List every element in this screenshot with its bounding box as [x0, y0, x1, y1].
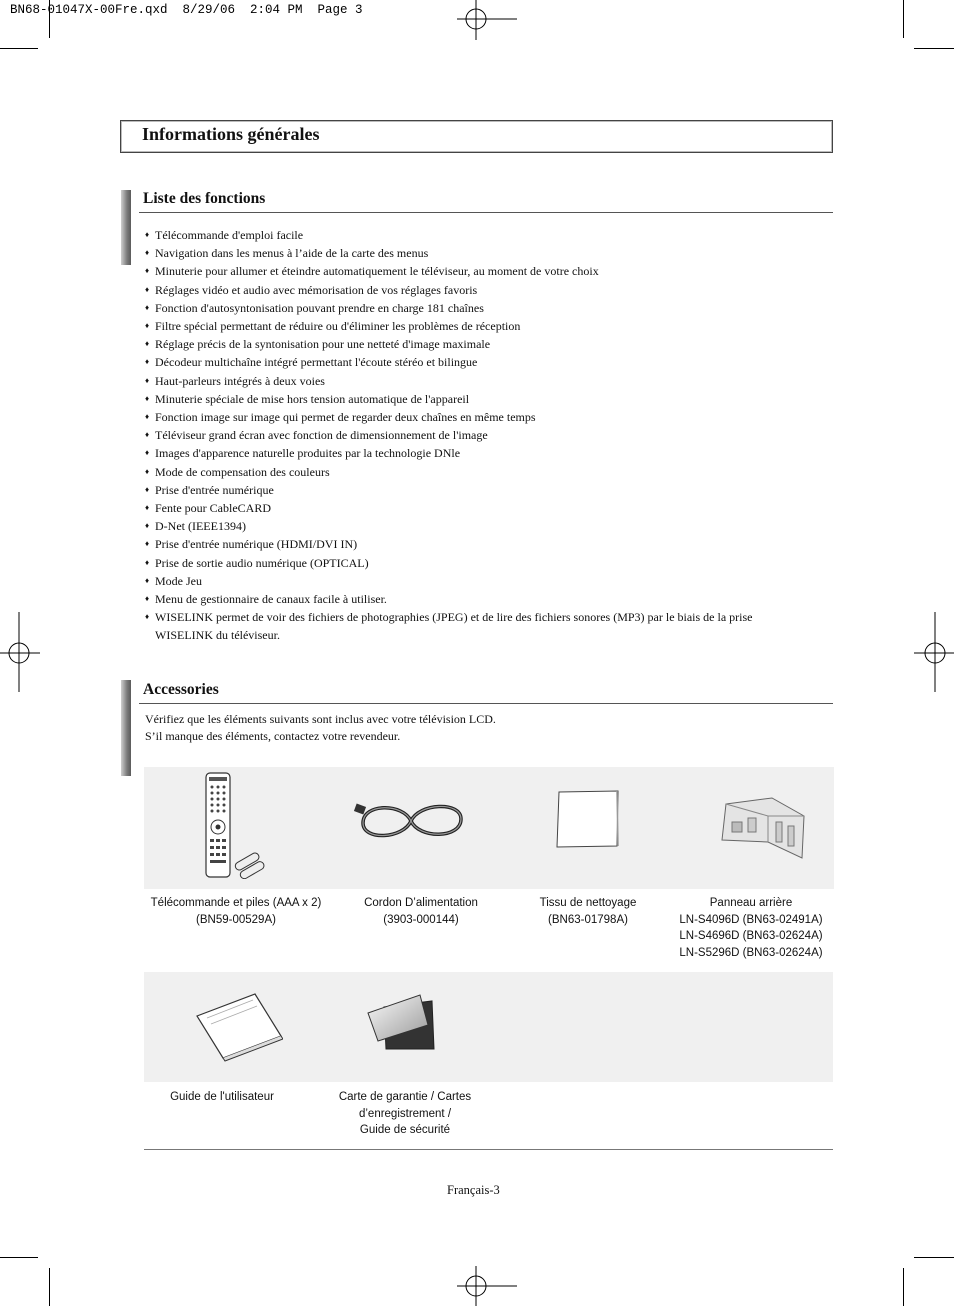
label-line: LN-S4696D (BN63-02624A) — [679, 930, 823, 942]
label-line: Guide de sécurité — [359, 1124, 451, 1136]
accessory-label — [140, 895, 332, 928]
section-bar — [121, 190, 131, 265]
label-line: Carte de garantie / Cartes — [338, 1091, 472, 1103]
list-item: ♦ Fonction d'autosyntonisation pouvant prendre en charge 181 chaînes — [145, 299, 785, 317]
label-line: (3903-000144) — [383, 913, 459, 926]
crop-mark — [903, 0, 904, 38]
label-line: Panneau arrière — [709, 897, 793, 909]
label-line: LN-S5296D (BN63-02624A) — [679, 946, 823, 959]
list-item: ♦ D-Net (IEEE1394) — [145, 517, 785, 535]
list-item: ♦ Téléviseur grand écran avec fonction de dimensionnement de l'image — [145, 426, 785, 444]
list-item: ♦ Prise d'entrée numérique — [145, 481, 785, 499]
intro-line: Vérifiez que les éléments suivants sont inclus avec votre télévision LCD. — [145, 712, 496, 726]
list-item: ♦ Minuterie spéciale de mise hors tension automatique de l'appareil — [145, 390, 785, 408]
list-item: ♦ Télécommande d'emploi facile — [145, 226, 785, 244]
list-item: ♦ Fente pour CableCARD — [145, 499, 785, 517]
label-line: Télécommande et piles (AAA x 2) — [150, 897, 322, 909]
remote-control-icon — [200, 771, 266, 879]
power-cord-icon — [353, 797, 467, 845]
accessory-label — [150, 1089, 294, 1106]
list-item: ♦ Menu de gestionnaire de canaux facile à utiliser. — [145, 590, 785, 608]
accessory-label — [320, 1089, 490, 1139]
accessory-label — [510, 895, 666, 928]
label-line: Cordon D’alimentation — [364, 897, 478, 909]
section-rule — [139, 703, 833, 704]
list-item: ♦ Images d'apparence naturelle produites par la technologie DNle — [145, 444, 785, 462]
cleaning-cloth-icon — [554, 788, 622, 850]
list-item: ♦ Filtre spécial permettant de réduire ou d'éliminer les problèmes de réception — [145, 317, 785, 335]
list-item: ♦ Navigation dans les menus à l’aide de la carte des menus — [145, 244, 785, 262]
file-slug: BN68-01047X-00Fre.qxd 8/29/06 2:04 PM Page 3 — [10, 3, 363, 17]
label-line: Guide de l'utilisateur — [170, 1091, 274, 1103]
section-rule — [139, 212, 833, 213]
accessories-intro — [145, 711, 496, 745]
rear-panel-icon — [712, 796, 808, 860]
list-item: ♦ Fonction image sur image qui permet de regarder deux chaînes en même temps — [145, 408, 785, 426]
accessories-section-title: Accessories — [143, 681, 219, 698]
list-item: ♦ Décodeur multichaîne intégré permettant l'écoute stéréo et bilingue — [145, 353, 785, 371]
crop-mark — [49, 1268, 50, 1306]
accessory-label — [340, 895, 502, 928]
label-line: LN-S4096D (BN63-02491A) — [679, 913, 823, 926]
label-line: (BN63-01798A) — [548, 913, 628, 926]
accessory-label — [670, 895, 832, 961]
warranty-cards-icon — [366, 993, 438, 1051]
list-item: ♦ Prise d'entrée numérique (HDMI/DVI IN) — [145, 535, 785, 553]
footer-rule — [144, 1149, 833, 1150]
section-bar — [121, 680, 131, 776]
list-item: ♦ Haut-parleurs intégrés à deux voies — [145, 372, 785, 390]
list-item: ♦ Réglages vidéo et audio avec mémorisation de vos réglages favoris — [145, 281, 785, 299]
crop-mark — [0, 48, 38, 49]
list-item: ♦ Réglage précis de la syntonisation pour une netteté d'image maximale — [145, 335, 785, 353]
registration-mark-icon — [457, 0, 517, 40]
intro-line: S’il manque des éléments, contactez votre revendeur. — [145, 729, 401, 743]
list-item: ♦ WISELINK permet de voir des fichiers de photographies (JPEG) et de lire des fichiers sonores (MP3) par le biais de la prise WISELINK du téléviseur. — [145, 608, 785, 644]
list-item: ♦ Prise de sortie audio numérique (OPTICAL) — [145, 554, 785, 572]
page-number: Français-3 — [447, 1183, 500, 1197]
list-item: ♦ Mode Jeu — [145, 572, 785, 590]
registration-mark-icon — [457, 1266, 517, 1306]
registration-mark-icon — [0, 612, 40, 692]
features-section-title: Liste des fonctions — [143, 190, 266, 207]
label-line: d’enregistrement / — [358, 1107, 452, 1120]
page-title: Informations générales — [142, 124, 320, 144]
crop-mark — [0, 1257, 38, 1258]
list-item: ♦ Minuterie pour allumer et éteindre automatiquement le téléviseur, au moment de votre choix — [145, 262, 785, 280]
label-line: Tissu de nettoyage — [539, 897, 637, 909]
crop-mark — [914, 1257, 954, 1258]
list-item: ♦ Mode de compensation des couleurs — [145, 463, 785, 481]
user-guide-icon — [195, 992, 283, 1062]
features-list — [145, 226, 785, 645]
registration-mark-icon — [914, 612, 954, 692]
crop-mark — [914, 48, 954, 49]
label-line: (BN59-00529A) — [196, 913, 276, 926]
crop-mark — [903, 1268, 904, 1306]
